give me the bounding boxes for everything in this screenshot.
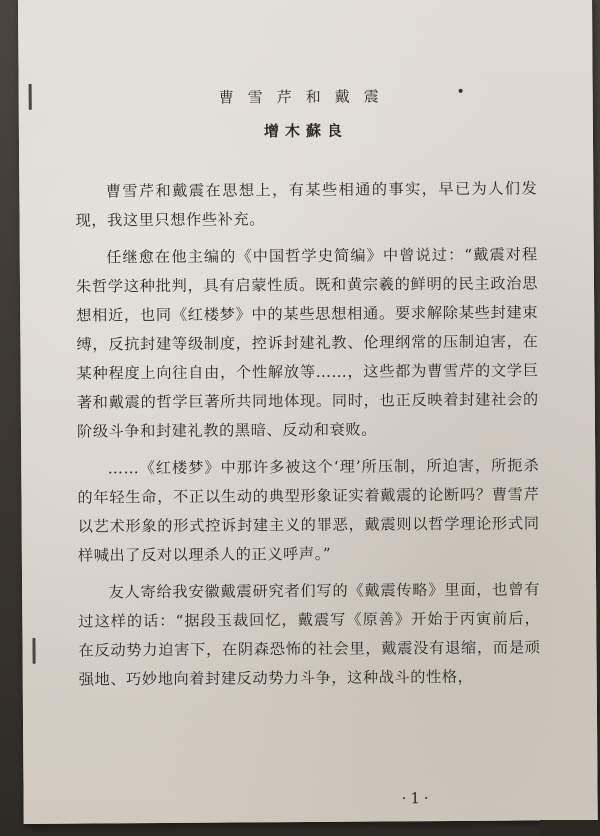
document-page	[18, 0, 598, 824]
paragraph-2: 任继愈在他主编的《中国哲学史简编》中曾说过：“戴震对程朱哲学这种批判，具有启蒙性质。既和黄宗羲的鲜明的民主政治思想相近，也同《红楼梦》中的某些思想相通。要求解除某些封建束缚，反抗封建等级制度，控诉封建礼教、伦理纲常的压制迫害，在某种程度上向往自由，个性解放等……，这些都为曹雪芹的文学巨著和戴震的哲学巨著所共同地体现。同时，也正反映着封建社会的阶级斗争和封建礼教的黑暗、反动和衰败。	[75, 245, 539, 441]
staple-bottom	[32, 638, 35, 664]
document-author: 增木蘇良	[263, 121, 348, 141]
paragraph-4: 友人寄给我安徽戴震研究者们写的《戴震传略》里面，也曾有过这样的话：“据段玉裁回忆，戴震写《原善》开始于丙寅前后，在反动势力迫害下，在阴森恐怖的社会里，戴震没有退缩，而是顽强地、巧妙地向着封建反动势力斗争，这种战斗的性格，	[78, 580, 541, 689]
document-body	[75, 174, 541, 702]
page-number: ·1·	[401, 789, 433, 808]
background-corner	[540, 820, 600, 836]
paragraph-3: ……《红楼梦》中那许多被这个‘理’所压制，所迫害，所扼杀的年轻生命，不正以生动的典型形象证实着戴震的论断吗？曹雪芹以艺术形象的形式控诉封建主义的罪恶，戴震则以哲学理论形式同样喊出了反对以理杀人的正义呼声。”	[77, 456, 540, 565]
document-title: 曹雪芹和戴震	[218, 87, 393, 107]
paragraph-1: 曹雪芹和戴震在思想上，有某些相通的事实，早已为人们发现，我这里只想作些补充。	[75, 179, 538, 230]
